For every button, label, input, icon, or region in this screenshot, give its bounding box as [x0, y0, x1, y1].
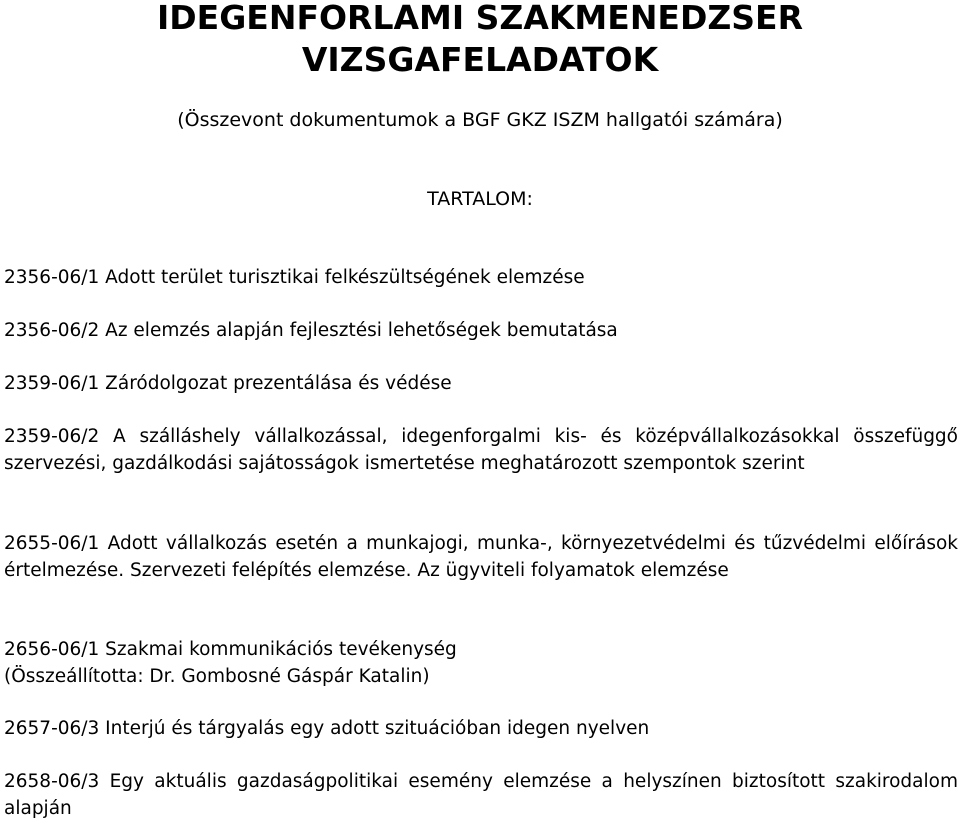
document-subtitle: (Összevont dokumentumok a BGF GKZ ISZM hallgatói számára)	[177, 109, 783, 131]
toc-heading: TARTALOM:	[427, 188, 533, 210]
document-title-line-2: VIZSGAFELADATOK	[301, 40, 659, 79]
toc-entry-2655-06-1: 2655-06/1 Adott vállalkozás esetén a munkajogi, munka-, környezetvédelmi és tűzvédelmi előírások értelmezése. Szervezeti felépítés elemzése. Az ügyviteli folyamatok elemzése	[4, 533, 958, 581]
toc-entry-2359-06-1: 2359-06/1 Záródolgozat prezentálása és védése	[4, 373, 452, 394]
toc-entry-2356-06-2: 2356-06/2 Az elemzés alapján fejlesztési lehetőségek bemutatása	[4, 320, 618, 341]
toc-entry-title: 2656-06/1 Szakmai kommunikációs tevékenység	[4, 639, 457, 660]
toc-entry-2656-06-1	[4, 637, 958, 690]
toc-entry-2657-06-3: 2657-06/3 Interjú és tárgyalás egy adott szituációban idegen nyelven	[4, 718, 650, 739]
toc-entry-author: (Összeállította: Dr. Gombosné Gáspár Katalin)	[4, 665, 430, 687]
toc-entry-2658-06-3: 2658-06/3 Egy aktuális gazdaságpolitikai esemény elemzése a helyszínen biztosított szakirodalom alapján	[4, 771, 958, 819]
document-title-line-1: IDEGENFORLAMI SZAKMENEDZSER	[156, 0, 804, 37]
toc-entry-2359-06-2: 2359-06/2 A szálláshely vállalkozással, idegenforgalmi kis- és középvállalkozásokkal összefüggő szervezési, gazdálkodási sajátosságok ismertetése meghatározott szempontok szerint	[4, 426, 958, 474]
toc-entry-2356-06-1: 2356-06/1 Adott terület turisztikai felkészültségének elemzése	[4, 267, 585, 288]
